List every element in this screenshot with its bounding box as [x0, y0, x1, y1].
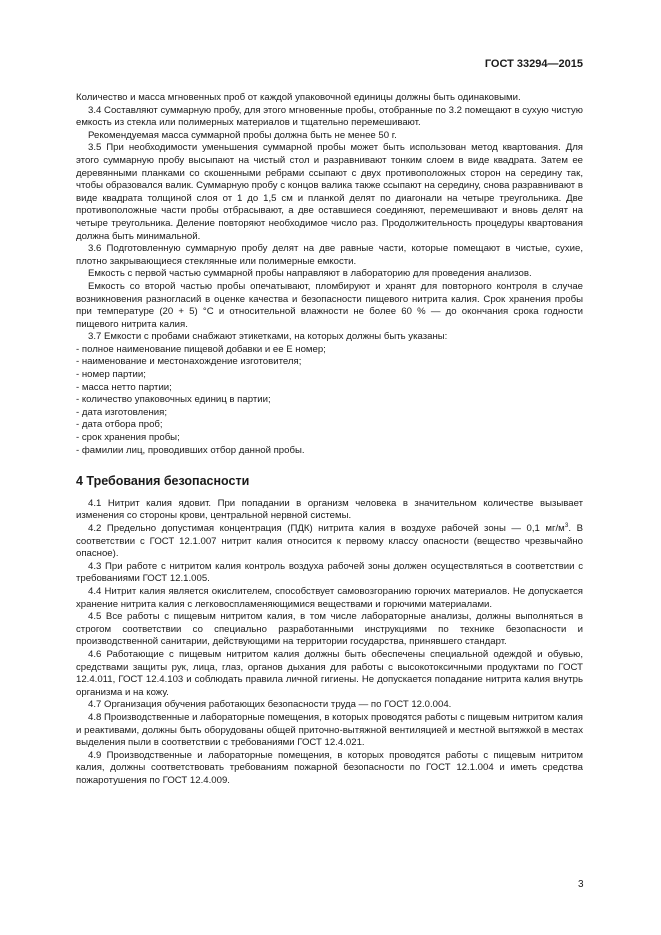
list-item: - количество упаковочных единиц в партии;: [76, 394, 583, 407]
paragraph-4-2-part-b: . В соответствии с ГОСТ 12.1.007 нитрит калия относится к первому классу опасности (вещество чрезвычайно опасное).: [76, 523, 583, 560]
paragraph-second-part: Емкость со второй частью пробы опечатывают, пломбируют и хранят для повторного контроля в случае возникновения разногласий в оценке качества и безопасности пищевого нитрита калия. Срок хранения пробы при температуре (20 + 5) °С и относительной влажности не более 60 % — до окончания срока годности пищевого нитрита калия.: [76, 280, 583, 330]
paragraph-3-6: 3.6 Подготовленную суммарную пробу делят на две равные части, которые помещают в чистые, сухие, плотно закрывающиеся стеклянные или полимерные емкости.: [76, 243, 583, 267]
paragraph-4-9: 4.9 Производственные и лабораторные помещения, в которых проводятся работы с пищевым нитритом калия, должны соответствовать требованиям пожарной безопасности по ГОСТ 12.1.004 и иметь средства пожаротушения по ГОСТ 12.4.009.: [76, 749, 583, 786]
list-item: - фамилии лиц, проводивших отбор данной пробы.: [76, 445, 583, 458]
section-4-title: 4 Требования безопасности: [76, 474, 250, 489]
paragraph-4-4: 4.4 Нитрит калия является окислителем, способствует самовозгоранию горючих материалов. Не допускается хранение нитрита калия с легковоспламеняющимися веществами и горючими материалами.: [76, 585, 583, 610]
paragraph-first-part: Емкость с первой частью суммарной пробы направляют в лабораторию для проведения анализов.: [88, 268, 532, 280]
superscript-3: 3: [564, 521, 569, 529]
paragraph-recommended-mass: Рекомендуемая масса суммарной пробы должна быть не менее 50 г.: [88, 129, 397, 141]
page-number: 3: [578, 879, 584, 890]
paragraph-4-2-part-a: 4.2 Предельно допустимая концентрация (ПДК) нитрита калия в воздухе рабочей зоны — 0,1 мг/м: [88, 523, 565, 534]
list-item: - дата отбора проб;: [76, 419, 583, 432]
paragraph-4-8: 4.8 Производственные и лабораторные помещения, в которых проводятся работы с пищевым нитритом калия и реактивами, должны быть оборудованы общей приточно-вытяжной вентиляцией и местной вытяжкой в местах выделения пыли в соответствии с требованиями ГОСТ 12.4.021.: [76, 711, 583, 749]
list-item: - дата изготовления;: [76, 407, 583, 420]
paragraph-4-2: [76, 523, 583, 561]
list-item: - полное наименование пищевой добавки и ее Е номер;: [76, 344, 583, 357]
paragraph-4-5: 4.5 Все работы с пищевым нитритом калия, в том числе лабораторные анализы, должны выполняться в строгом соответствии со специально разработанными инструкциями по технике безопасности и производственной санитарии, действующими на территории государства, принявшего стандарт.: [76, 611, 583, 648]
paragraph-4-1: 4.1 Нитрит калия ядовит. При попадании в организм человека в значительном количестве вызывает изменения со стороны крови, центральной нервной системы.: [76, 497, 583, 522]
paragraph-3-4: 3.4 Составляют суммарную пробу, для этого мгновенные пробы, отобранные по 3.2 помещают в сухую чистую емкость из стекла или полимерных материалов и тщательно перемешивают.: [76, 104, 583, 129]
paragraph-3-5: 3.5 При необходимости уменьшения суммарной пробы может быть использован метод квартования. Для этого суммарную пробу высыпают на чистый стол и разравнивают тонким слоем в виде квадрата. Затем ее деревянными планками со скошенными ребрами ссыпают с двух противоположных сторон на середину так, чтобы образовался валик. Суммарную пробу с концов валика также ссыпают на середину, снова разравнивают в виде квадрата толщиной слоя от 1 до 1,5 см и планкой делят по диагонали на четыре треугольника. Две противоположные части пробы отбрасывают, а две оставшиеся соединяют, перемешивают и вновь делят на четыре треугольника. Деление повторяют необходимое число раз. Продолжительность процедуры квартования должна быть минимальной.: [76, 142, 583, 242]
label-requirements-list: [76, 344, 583, 457]
paragraph-4-6: 4.6 Работающие с пищевым нитритом калия должны быть обеспечены специальной одеждой и обувью, средствами защиты рук, лица, глаз, органов дыхания для работы с высокотоксичными продуктами по ГОСТ 12.4.011, ГОСТ 12.4.103 и соблюдать правила личной гигиены. Не допускается попадание нитрита калия внутрь организма и на кожу.: [76, 648, 583, 698]
list-item: - наименование и местонахождение изготовителя;: [76, 356, 583, 369]
document-header: ГОСТ 33294—2015: [484, 58, 583, 70]
document-body: [76, 92, 583, 787]
list-item: - масса нетто партии;: [76, 382, 583, 395]
paragraph-4-3: 4.3 При работе с нитритом калия контроль воздуха рабочей зоны должен осуществляться в соответствии с требованиями ГОСТ 12.1.005.: [76, 560, 583, 585]
paragraph-sample-quantity: Количество и масса мгновенных проб от каждой упаковочной единицы должны быть одинаковыми.: [76, 92, 521, 103]
paragraph-3-7: 3.7 Емкости с пробами снабжают этикетками, на которых должны быть указаны:: [88, 331, 448, 343]
paragraph-4-7: 4.7 Организация обучения работающих безопасности труда — по ГОСТ 12.0.004.: [88, 699, 452, 711]
list-item: - срок хранения пробы;: [76, 432, 583, 445]
list-item: - номер партии;: [76, 369, 583, 382]
